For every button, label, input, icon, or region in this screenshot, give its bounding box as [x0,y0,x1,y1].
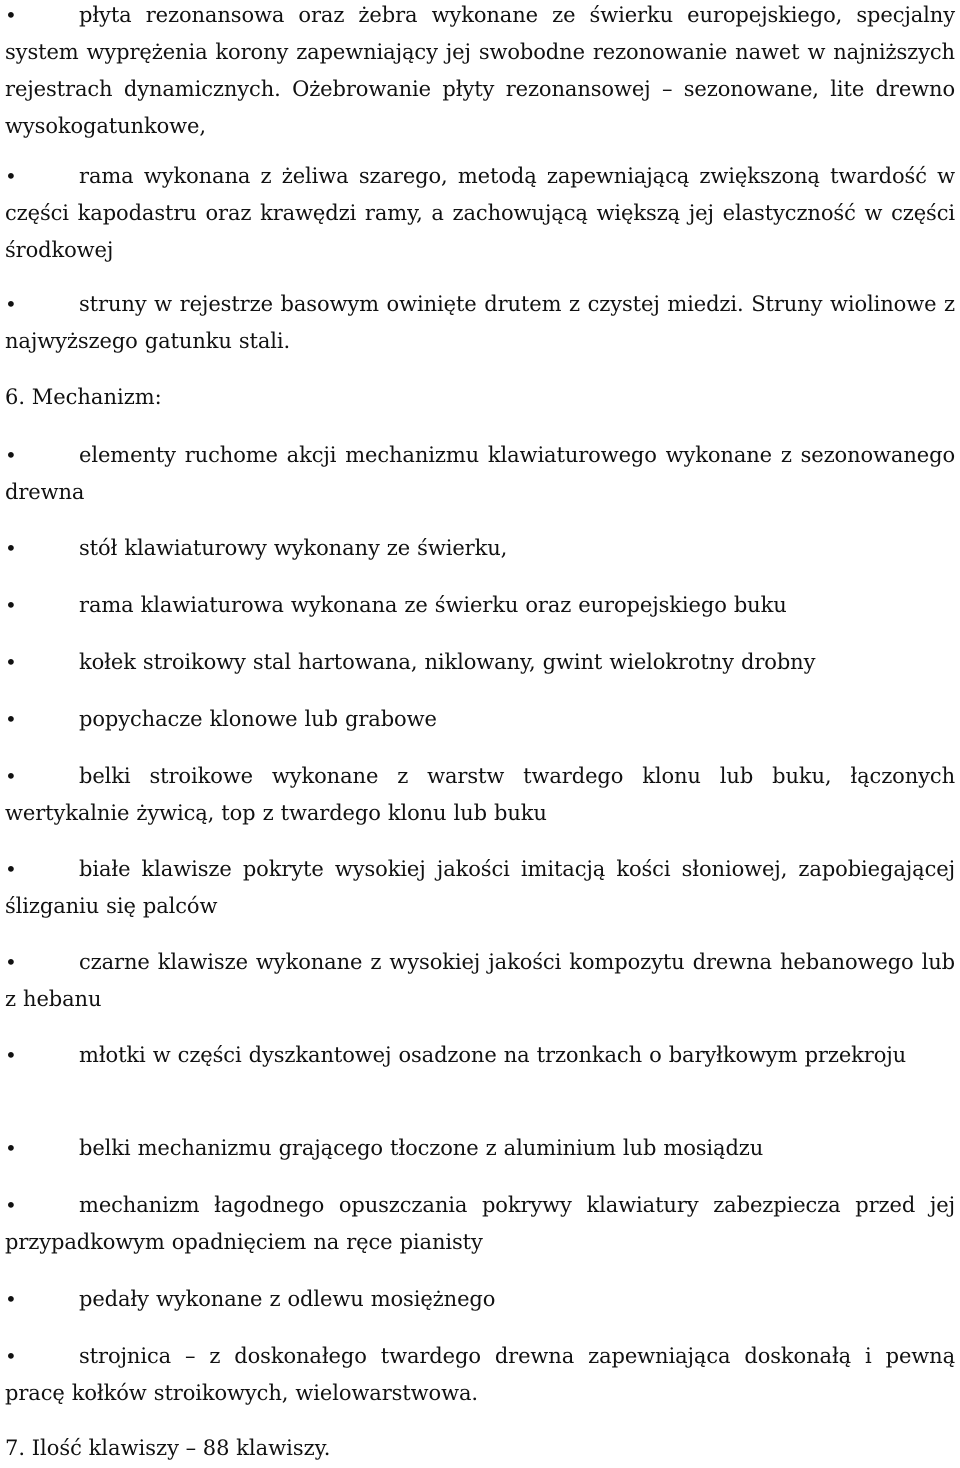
list-item: • stół klawiaturowy wykonany ze świerku, [5,530,955,567]
list-item: • rama wykonana z żeliwa szarego, metodą zapewniającą zwiększoną twardość w części kapodastru oraz krawędzi ramy, a zachowującą większą jej elastyczność w części środkowej [5,158,955,269]
list-item: • elementy ruchome akcji mechanizmu klawiaturowego wykonane z sezonowanego drewna [5,437,955,511]
list-item: • białe klawisze pokryte wysokiej jakości imitacją kości słoniowej, zapobiegającej ślizganiu się palców [5,851,955,925]
list-item: • czarne klawisze wykonane z wysokiej jakości kompozytu drewna hebanowego lub z hebanu [5,944,955,1018]
list-item: • płyta rezonansowa oraz żebra wykonane ze świerku europejskiego, specjalny system wyprężenia korony zapewniający jej swobodne rezonowanie nawet w najniższych rejestrach dynamicznych. Ożebrowanie płyty rezonansowej – sezonowane, lite drewno wysokogatunkowe, [5,0,955,145]
list-item: • popychacze klonowe lub grabowe [5,701,955,738]
list-item: • młotki w części dyszkantowej osadzone na trzonkach o baryłkowym przekroju [5,1037,955,1074]
list-item: • belki stroikowe wykonane z warstw twardego klonu lub buku, łączonych wertykalnie żywicą, top z twardego klonu lub buku [5,758,955,832]
list-item: • mechanizm łagodnego opuszczania pokrywy klawiatury zabezpiecza przed jej przypadkowym opadnięciem na ręce pianisty [5,1187,955,1261]
section-heading-mechanism: 6. Mechanizm: [5,385,162,409]
list-item: • strojnica – z doskonałego twardego drewna zapewniająca doskonałą i pewną pracę kołków stroikowych, wielowarstwowa. [5,1338,955,1412]
list-item: • pedały wykonane z odlewu mosiężnego [5,1281,955,1318]
section-heading-keys-count: 7. Ilość klawiszy – 88 klawiszy. [5,1436,331,1460]
list-item: • kołek stroikowy stal hartowana, niklowany, gwint wielokrotny drobny [5,644,955,681]
list-item: • belki mechanizmu grającego tłoczone z aluminium lub mosiądzu [5,1130,955,1167]
list-item: • rama klawiaturowa wykonana ze świerku oraz europejskiego buku [5,587,955,624]
list-item: • struny w rejestrze basowym owinięte drutem z czystej miedzi. Struny wiolinowe z najwyższego gatunku stali. [5,286,955,360]
